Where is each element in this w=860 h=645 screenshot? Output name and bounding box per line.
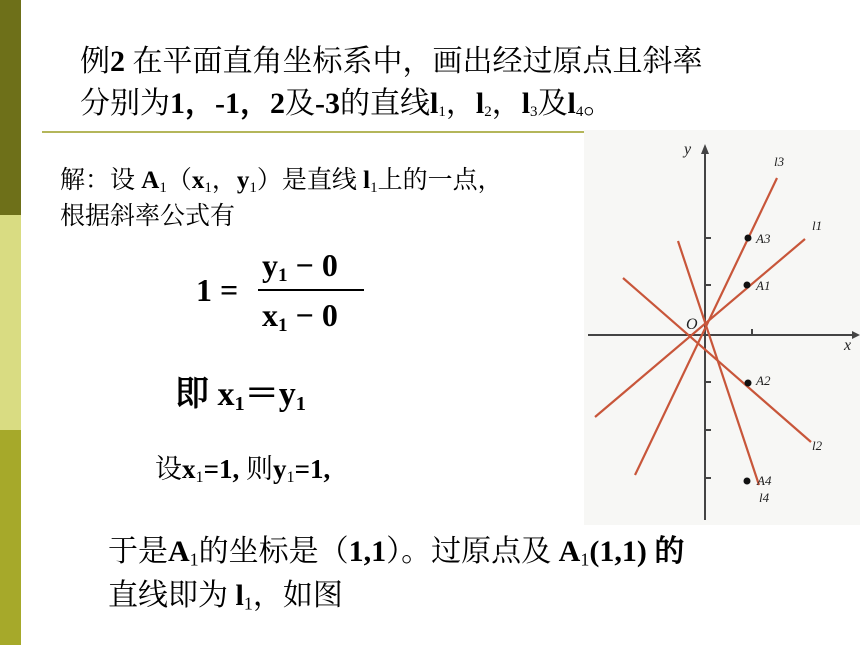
equation-denominator: $x_1 - 0$: [262, 297, 338, 336]
origin-label: O: [686, 316, 698, 333]
point-a4: [744, 478, 751, 485]
solution-line2: 根据斜率公式有: [60, 203, 236, 230]
conclusion-line2: 直线即为 $l_1$，如图: [108, 579, 343, 614]
figure-background: [584, 130, 860, 525]
equation-numerator: $y_1 - 0$: [262, 247, 338, 286]
point-a3-label: A3: [756, 231, 771, 246]
line-l2-label: l2: [812, 438, 823, 453]
y-axis-label: y: [684, 141, 692, 158]
x-axis-label: x: [844, 337, 852, 354]
equation-lhs: 1 =: [196, 272, 239, 308]
side-bar-top: [0, 0, 21, 215]
point-a1: [744, 282, 751, 289]
point-a2: [745, 380, 752, 387]
point-a4-label: A4: [757, 473, 772, 488]
conclusion-line1: 于是$A_1$的坐标是（1,1）。过原点及 $A_1(1,1)$ 的: [108, 535, 685, 570]
line-l1-label: l1: [812, 218, 823, 233]
divider-line: [42, 131, 590, 133]
line-l3-label: l3: [774, 154, 785, 169]
side-bar-bottom: [0, 430, 21, 645]
solution-line1: 解：设 $A_1(x_1$，$y_1$）是直线 $l_1$上的一点，: [60, 167, 503, 196]
problem-title-line1: 例2 在平面直角坐标系中，画出经过原点且斜率: [80, 45, 703, 78]
point-a1-label: A1: [756, 278, 771, 293]
coordinate-figure: [584, 130, 860, 525]
point-a3: [745, 235, 752, 242]
problem-title-line2: 分别为1，-1，2及-3的直线$l_1$，$l_2$，$l_3$及$l_4$。: [80, 87, 614, 120]
fraction-bar: [258, 289, 364, 291]
equation-result: 即 $x_1=y_1$: [175, 376, 306, 416]
side-bar-middle: [0, 215, 21, 430]
point-a2-label: A2: [756, 373, 771, 388]
assumption-line: 设$x_1=1$, 则$y_1=1$,: [155, 454, 331, 487]
line-l4-label: l4: [759, 490, 770, 505]
